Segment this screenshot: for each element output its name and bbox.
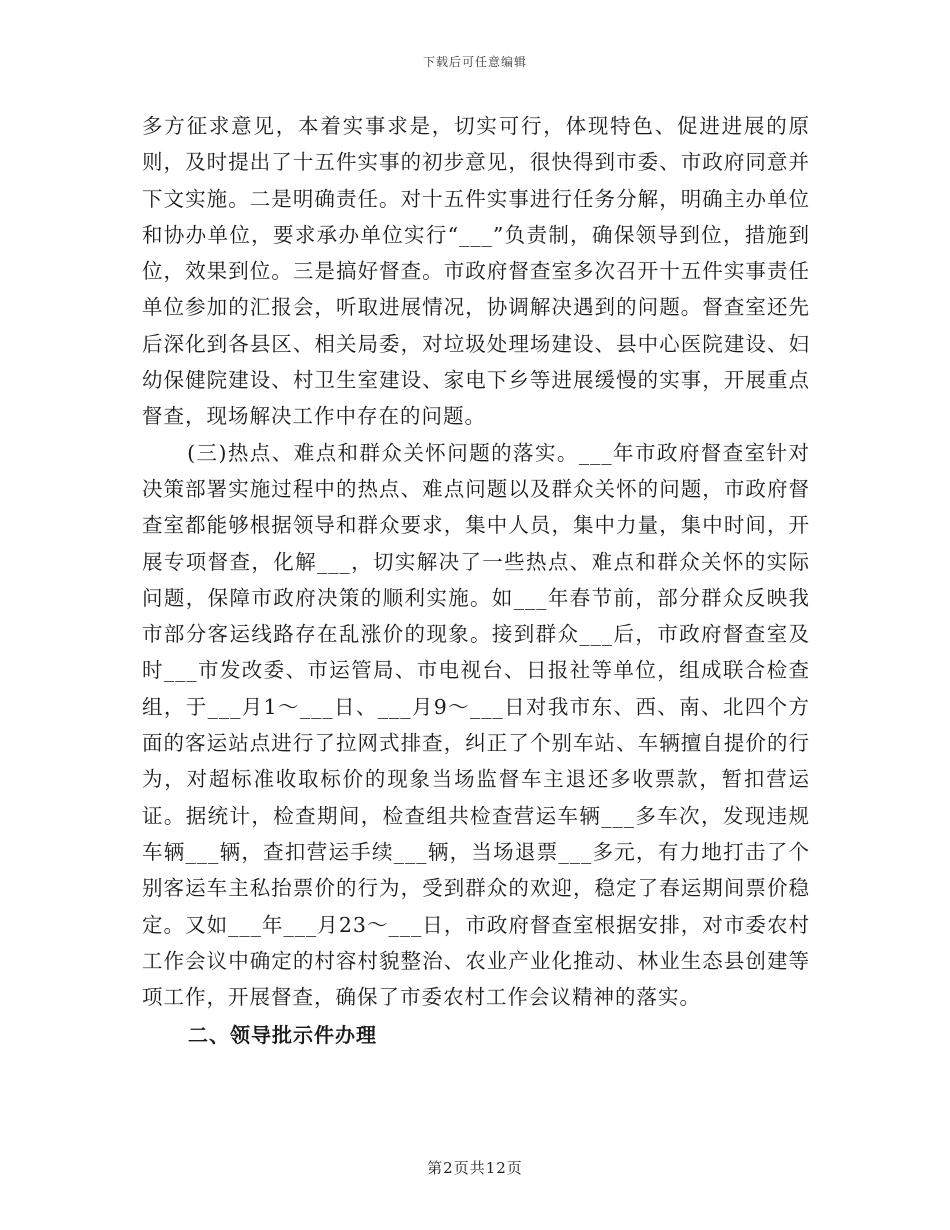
paragraph-hotspot-issues: (三)热点、难点和群众关怀问题的落实。___年市政府督查室针对决策部署实施过程中的热点、难点问题以及群众关怀的问题，市政府督查室都能够根据领导和群众要求，集中人员，集中力量，集中时间，开展专项督查，化解___，切实解决了一些热点、难点和群众关怀的实际问题，保障市政府决策的顺利实施。如___年春节前，部分群众反映我市部分客运线路存在乱涨价的现象。接到群众___后，市政府督查室及时___市发改委、市运管局、市电视台、日报社等单位，组成联合检查组，于___月1～___日、___月9～___日对我市东、西、南、北四个方面的客运站点进行了拉网式排查，纠正了个别车站、车辆擅自提价的行为，对超标准收取标价的现象当场监督车主退还多收票款，暂扣营运证。据统计，检查期间，检查组共检查营运车辆___多车次，发现违规车辆___辆，查扣营运手续___辆，当场退票___多元，有力地打击了个别客运车主私抬票价的行为，受到群众的欢迎，稳定了春运期间票价稳定。又如___年___月23～___日，市政府督查室根据安排，对市委农村工作会议中确定的村容村貌整治、农业产业化推动、林业生态县创建等项工作，开展督查，确保了市委农村工作会议精神的落实。 bbox=[142, 440, 810, 1010]
section-heading: 二、领导批示件办理 bbox=[188, 1023, 377, 1048]
header-note: 下载后可任意编辑 bbox=[422, 55, 527, 69]
page-number: 第2页共12页 bbox=[427, 1159, 523, 1177]
paragraph-continued: 多方征求意见，本着实事求是，切实可行，体现特色、促进进展的原则，及时提出了十五件实事的初步意见，很快得到市委、市政府同意并下文实施。二是明确责任。对十五件实事进行任务分解，明确主办单位和协办单位，要求承办单位实行“___”负责制，确保领导到位，措施到位，效果到位。三是搞好督查。市政府督查室多次召开十五件实事责任单位参加的汇报会，听取进展情况，协调解决遇到的问题。督查室还先后深化到各县区、相关局委，对垃圾处理场建设、县中心医院建设、妇幼保健院建设、村卫生室建设、家电下乡等进展缓慢的实事，开展重点督查，现场解决工作中存在的问题。 bbox=[142, 114, 810, 429]
document-body bbox=[142, 108, 810, 1055]
